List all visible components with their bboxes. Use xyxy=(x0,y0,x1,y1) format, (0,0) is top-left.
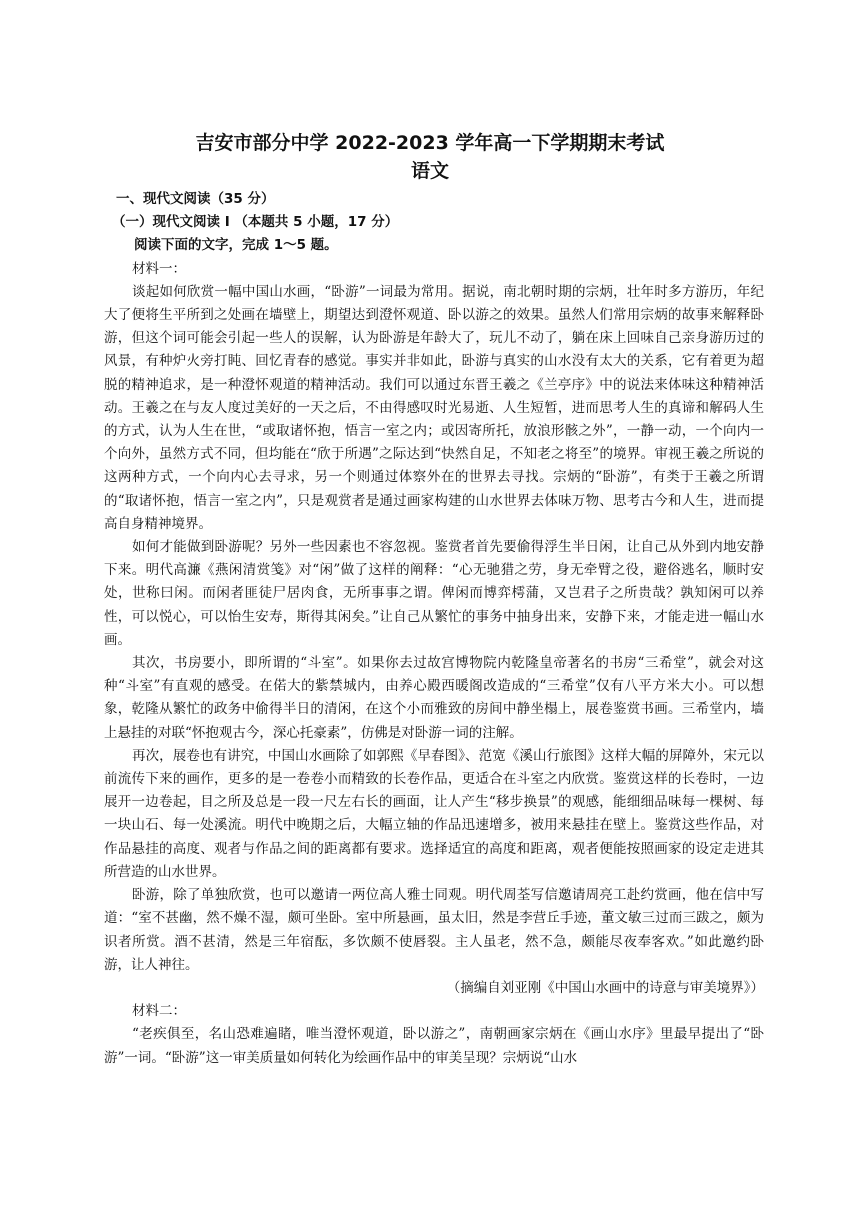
material-1-source: （摘编自刘亚刚《中国山水画中的诗意与审美境界》） xyxy=(446,979,764,996)
material-1-paragraph: 如何才能做到卧游呢？另外一些因素也不容忽视。鉴赏者首先要偷得浮生半日闲，让自己从外到内地安静下来。明代高濂《燕闲清赏笺》对“闲”做了这样的阐释：“心无驰猎之劳，身无牵臂之役，避俗逃名，顺时安处，世称曰闲。而闲者匪徒尸居肉食，无所事事之谓。俾闲而博弈樗蒲，又岂君子之所贵哉？孰知闲可以养性，可以悦心，可以怡生安寿，斯得其闲矣。”让自己从繁忙的事务中抽身出来，安静下来，才能走进一幅山水画。 xyxy=(104,539,764,648)
document-body xyxy=(104,188,764,1070)
material-1-paragraph: 卧游，除了单独欣赏，也可以邀请一两位高人雅士同观。明代周荃写信邀请周亮工赴约赏画，他在信中写道：“室不甚幽，然不燥不湿，颇可坐卧。室中所悬画，虽太旧，然是李营丘手迹，董文敏三过而三跋之，颇为识者所赏。酒不甚清，然是三年宿酝，多饮颇不使唇裂。主人虽老，然不急，颇能尽夜奉客欢。”如此邀约卧游，让人神往。 xyxy=(104,887,764,973)
subsection-heading: （一）现代文阅读 I （本题共 5 小题，17 分） xyxy=(112,214,399,231)
material-2-label: 材料二： xyxy=(132,1003,186,1020)
instruction-text: 阅读下面的文字，完成 1～5 题。 xyxy=(134,237,338,254)
material-2-paragraph: “老疾俱至，名山恐难遍睹，唯当澄怀观道，卧以游之”，南朝画家宗炳在《画山水序》里最早提出了“卧游”一词。“卧游”这一审美质量如何转化为绘画作品中的审美呈现？宗炳说“山水 xyxy=(104,1026,764,1066)
document-subject: 语文 xyxy=(410,160,449,182)
material-1-label: 材料一： xyxy=(132,260,186,277)
section-heading: 一、现代文阅读（35 分） xyxy=(116,191,275,207)
material-1-paragraph: 再次，展卷也有讲究，中国山水画除了如郭熙《早春图》、范宽《溪山行旅图》这样大幅的屏障外，宋元以前流传下来的画作，更多的是一卷卷小而精致的长卷作品，更适合在斗室之内欣赏。鉴赏这样的长卷时，一边展开一边卷起，目之所及总是一段一尺左右长的画面，让人产生“移步换景”的观感，能细细品味每一棵树、每一块山石、每一处溪流。明代中晚期之后，大幅立轴的作品迅速增多，被用来悬挂在壁上。鉴赏这些作品，对作品悬挂的高度、观者与作品之间的距离都有要求。选择适宜的高度和距离，观者便能按照画家的设定走进其所营造的山水世界。 xyxy=(104,747,764,880)
material-1-paragraph: 其次，书房要小，即所谓的“斗室”。如果你去过故宫博物院内乾隆皇帝著名的书房“三希堂”，就会对这种“斗室”有直观的感受。在偌大的紫禁城内，由养心殿西暖阁改造成的“三希堂”仅有八平方米大小。可以想象，乾隆从繁忙的政务中偷得半日的清闲，在这个小而雅致的房间中静坐榻上，展卷鉴赏书画。三希堂内，墙上悬挂的对联“怀抱观古今，深心托豪素”，仿佛是对卧游一词的注解。 xyxy=(104,655,764,741)
material-1-paragraph: 谈起如何欣赏一幅中国山水画，“卧游”一词最为常用。据说，南北朝时期的宗炳，壮年时多方游历，年纪大了便将生平所到之处画在墙壁上，期望达到澄怀观道、卧以游之的效果。虽然人们常用宗炳的故事来解释卧游，但这个词可能会引起一些人的误解，认为卧游是年龄大了，玩儿不动了，躺在床上回味自己亲身游历过的风景，有种炉火旁打盹、回忆青春的感觉。事实并非如此，卧游与真实的山水没有太大的关系，它有着更为超脱的精神追求，是一种澄怀观道的精神活动。我们可以通过东晋王羲之《兰亭序》中的说法来体味这种精神活动。王羲之在与友人度过美好的一天之后，不由得感叹时光易逝、人生短暂，进而思考人生的真谛和解码人生的方式，认为人生在世，“或取诸怀抱，悟言一室之内；或因寄所托，放浪形骸之外”，一静一动，一个向内一个向外，虽然方式不同，但均能在“欣于所遇”之际达到“快然自足，不知老之将至”的境界。审视王羲之所说的这两种方式，一个向内心去寻求，另一个则通过体察外在的世界去寻找。宗炳的“卧游”，有类于王羲之所谓的“取诸怀抱，悟言一室之内”，只是观赏者是通过画家构建的山水世界去体味万物、思考古今和人生，进而提高自身精神境界。 xyxy=(104,283,764,532)
document-title: 吉安市部分中学 2022-2023 学年高一下学期期末考试 xyxy=(195,132,665,154)
